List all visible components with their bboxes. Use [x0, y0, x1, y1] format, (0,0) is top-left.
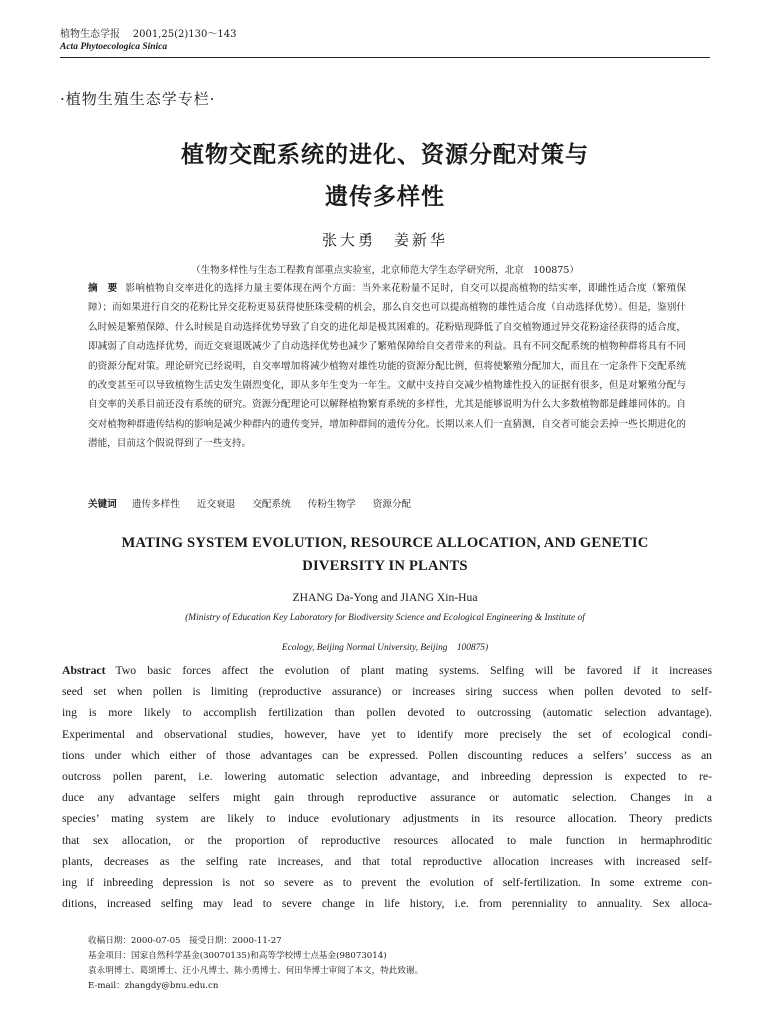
cn-title-line1: 植物交配系统的进化、资源分配对策与	[181, 142, 589, 168]
header-rule	[60, 57, 710, 58]
en-abstract-line: ing is more likely to accomplish fertilization than pollen devoted to outcrossing (automatic selection advantage).	[62, 706, 712, 720]
en-abstract	[62, 660, 712, 914]
en-abstract-line: tions under which either of those advantages can be expressed. Pollen discounting reduces a selfers’ success as an	[62, 748, 712, 762]
footnote-received-date: 收稿日期：2000-07-05 接受日期：2000-11-27	[88, 936, 282, 946]
column-tag: ·植物生殖生态学专栏·	[60, 90, 216, 108]
footnote-acknowledgement: 袁永明博士、葛颂博士、汪小凡博士、陈小勇博士、何田华博士审阅了本文，特此致谢。	[88, 966, 424, 976]
en-title-line2: DIVERSITY IN PLANTS	[302, 558, 468, 574]
en-abstract-line: seed set when pollen is limiting (reproductive assurance) or increases siring success when pollen devoted to self-	[62, 685, 712, 699]
journal-citation-line	[60, 28, 710, 41]
cn-abstract-label: 摘 要	[88, 283, 118, 294]
en-abstract-line: species’ mating system are likely to induce evolutionary adjustments in its resource allocation. Theory predicts	[62, 812, 712, 826]
en-abstract-label: Abstract	[62, 664, 106, 677]
en-abstract-line	[62, 660, 712, 681]
cn-keywords	[88, 496, 686, 510]
cn-keywords-label: 关键词	[88, 499, 117, 510]
en-affiliation-line2: Ecology, Beijing Normal University, Beijing 100875)	[281, 643, 489, 653]
cn-abstract-text: 影响植物自交率进化的选择力量主要体现在两个方面：当外来花粉量不足时，自交可以提高植物的结实率，即雌性适合度（繁殖保障）；而如果进行自交的花粉比异交花粉更易获得使胚珠受精的机会，那么自交也可以提高植物的雄性适合度（自动选择优势）。但是，鉴别什么时候是繁殖保障、什么时候是自动选择优势导致了自交的进化却是极其困难的。花粉贴现降低了自交植物通过异交花粉途径获得的适合度，即减弱了自动选择优势，而近交衰退既减少了自动选择优势也减少了繁殖保障给自交者带来的利益。具有不同交配系统的植物种群将具有不同的资源分配对策。理论研究已经说明，自交率增加将减少植物对雄性功能的资源分配比例，但将使繁殖分配加大，而且在一定条件下交配系统的改变甚至可以导致植物生活史发生剧烈变化，即从多年生变为一年生。文献中支持自交减少植物雄性投入的证据有很多，但是对繁殖分配与自交率的关系目前还没有系统的研究。资源分配理论可以解释植物繁育系统的多样性，尤其是能够说明为什么大多数植物都是雌雄同体的。自交对植物种群遗传结构的影响是减少种群内的遗传变异，增加种群间的遗传分化。长期以来人们一直猜测，自交者可能会丢掉一些长期进化的潜能，目前这个假说得到了一些支持。	[88, 283, 687, 450]
en-abstract-line: Experimental and observational studies, however, have yet to identify more precisely the set of ecological condi-	[62, 727, 712, 741]
running-header	[60, 28, 710, 53]
keyword: 交配系统	[252, 499, 291, 510]
journal-name-en: Acta Phytoecologica Sinica	[60, 42, 168, 52]
cn-affiliation: （生物多样性与生态工程教育部重点实验室，北京师范大学生态学研究所，北京 100875）	[191, 265, 579, 276]
citation: 2001,25(2)130～143	[132, 29, 237, 40]
footnote-email: E-mail：zhangdy@bnu.edu.cn	[88, 981, 219, 991]
en-abstract-line: ditions, increased selfing may lead to severe change in life history, i.e. from perenniality to annuality. Sex alloca-	[62, 897, 712, 911]
footnotes	[88, 934, 423, 994]
en-abstract-line: plants, decreases as the selfing rate increases, and that total reproductive allocation increases with increased self-	[62, 854, 712, 868]
cn-authors: 张大勇 姜新华	[321, 231, 448, 249]
en-title-line1: MATING SYSTEM EVOLUTION, RESOURCE ALLOCATION, AND GENETIC	[121, 535, 649, 551]
en-abstract-line-text: Two basic forces affect the evolution of plant mating systems. Selfing will be favored if it increases	[115, 664, 712, 677]
footnote-funding: 基金项目：国家自然科学基金(30070135)和高等学校博士点基金(98073014)	[88, 951, 387, 961]
journal-name-cn: 植物生态学报	[60, 29, 120, 40]
keyword: 遗传多样性	[131, 499, 180, 510]
cn-abstract	[88, 279, 686, 454]
en-affiliation-line1: (Ministry of Education Key Laboratory for Biodiversity Science and Ecological Engineering & Institute of	[185, 613, 585, 623]
en-abstract-line: ing if inbreeding depression is not so severe as to prevent the evolution of self-fertilization. In some extreme con-	[62, 875, 712, 889]
keyword: 资源分配	[372, 499, 412, 510]
en-abstract-line: outcross pollen parent, i.e. lowering automatic selection advantage, and inbreeding depression is expected to re-	[62, 769, 712, 783]
en-abstract-line: duce any advantage selfers might gain through reproductive assurance or automatic selection. Changes in a	[62, 791, 712, 805]
cn-title-line2: 遗传多样性	[325, 184, 445, 210]
en-authors: ZHANG Da-Yong and JIANG Xin-Hua	[292, 591, 478, 604]
en-abstract-line: that sex allocation, or the proportion of reproductive resources allocated to male function in hermaphroditic	[62, 833, 712, 847]
keyword: 近交衰退	[196, 499, 236, 510]
keyword: 传粉生物学	[307, 499, 356, 510]
